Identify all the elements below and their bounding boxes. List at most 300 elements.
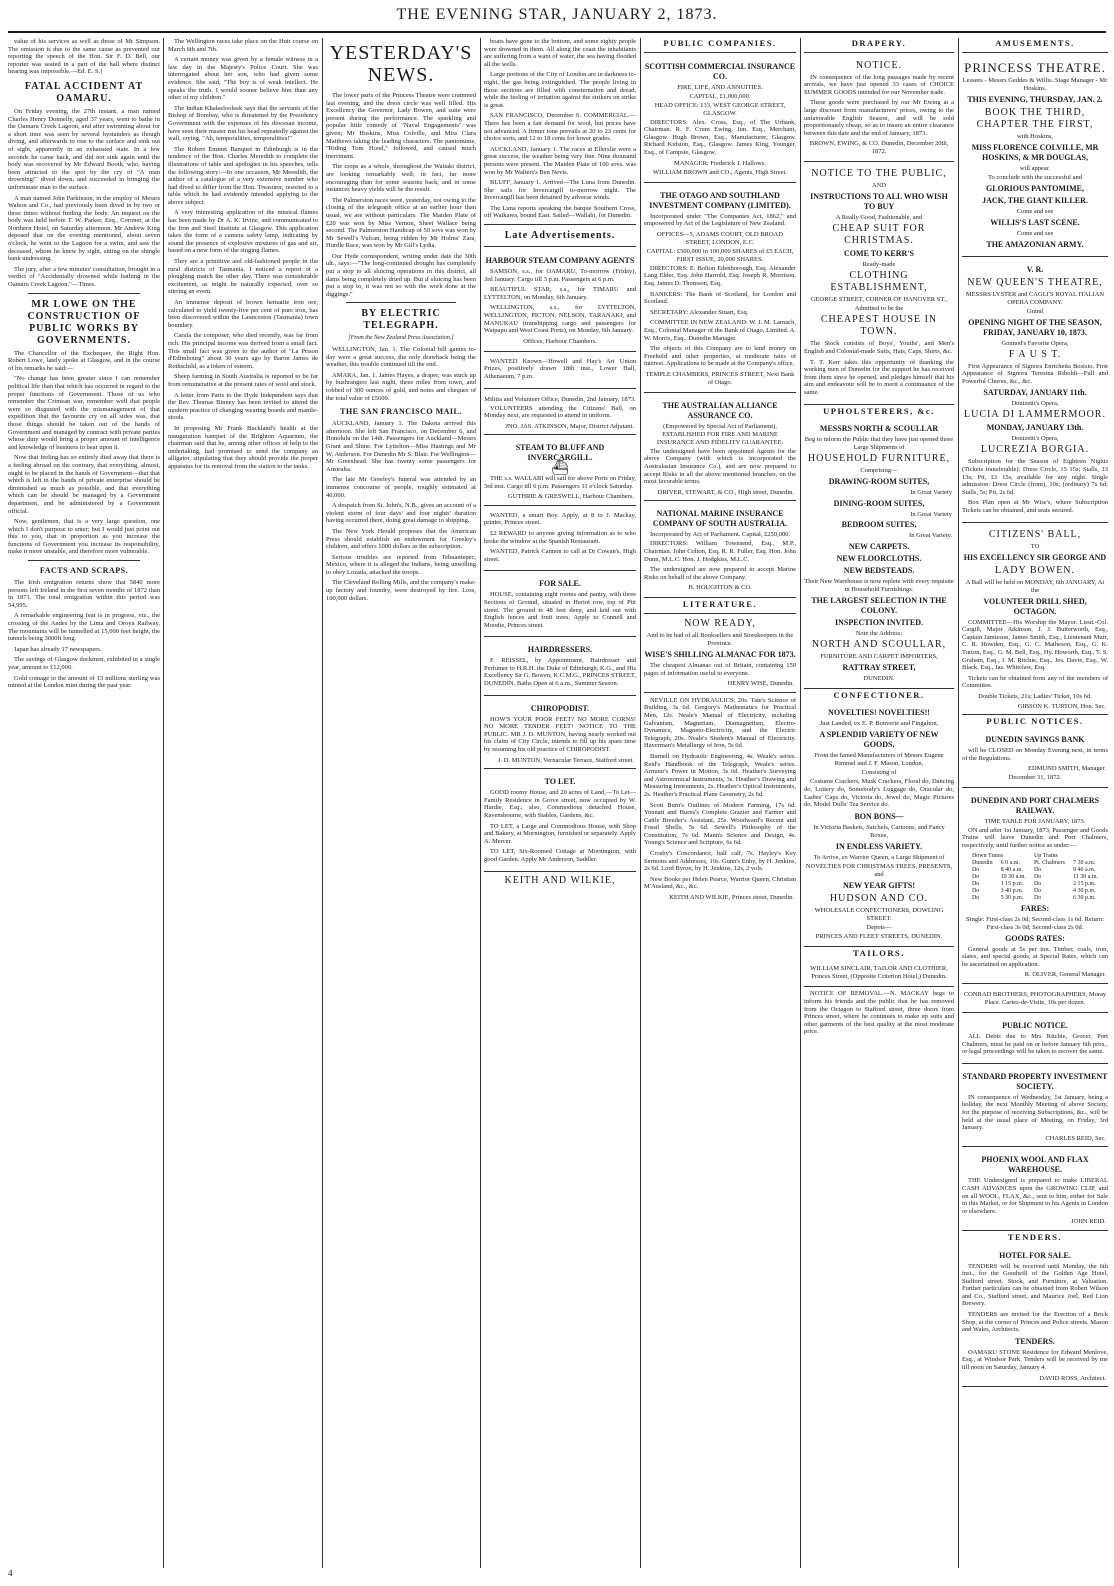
- article-paragraph: Now that feeling has so entirely died away that there is a feeling abroad on the contrary, that everything, almost, ought to be placed in the hands of Government—that that which is left in the hands of private enterprise should be diminished as much as possible, and that everything which can be should be managed by a Government department, and be administered by a Government official.: [8, 454, 160, 515]
- advert-public-notice: [962, 1016, 1108, 1064]
- article-paragraph: Serious troubles are reported from Tehuantepec, Mexico, where it is alleged the Indians, being unwilling to obey Lozada, attacked the troops.: [326, 553, 476, 576]
- article-paragraph: Now, gentlemen, that is a very large question, one which I don't purpose to enter; but I would just point out this to you, that in proportion as you increase the functions of Government you increase its responsibility, make it more unstable, and therefore more vulnerable.: [8, 518, 160, 556]
- advert-title: STEAM TO BLUFF AND INVERCARGILL.: [515, 443, 605, 463]
- article-paragraph: Gold coinage to the amount of 13 millions sterling was minted at the London mint during the past year.: [8, 674, 160, 690]
- headline-mr-lowe: MR LOWE ON THE CONSTRUCTION OF PUBLIC WORKS BY GOVERNMENTS.: [27, 298, 141, 346]
- advert-title: THE LARGEST SELECTION IN THE COLONY.: [811, 595, 947, 615]
- timetable-cell: 7 30 a.m.: [1072, 859, 1096, 866]
- advert-title: NEW FLOORCLOTHS.: [836, 553, 922, 563]
- advert-text: MANAGER: Frederick J. Hallows.: [674, 159, 766, 167]
- advert-title: DRAWING-ROOM SUITES,: [828, 477, 930, 487]
- article-paragraph: boats have gone to the bottom, and some eighty people were drowned in them. All along the coast the inhabitants are suffering from a want of water, the sea having flooded all the wells.: [484, 38, 636, 68]
- article-paragraph: Carafa the composer, who died recently, was far from rich. His principal income was derived from a small fact. This small fact was given to the author of "La Prison d'Edimbourg" about 30 years ago by Baron James de Rothschild, as a token of esteem.: [168, 332, 318, 370]
- column-7: [962, 38, 1108, 1568]
- advert-hotel-sale: [962, 1246, 1108, 1388]
- section-public-companies: PUBLIC COMPANIES.: [663, 38, 777, 48]
- advert-hudson: [804, 703, 954, 946]
- advert-text: To conclude with the successful and: [988, 173, 1082, 181]
- advert-text: The Stock consists of Boys', Youths', and Men's English and Colonial-made Suits, Hats, Caps, Shirts, &c.: [804, 340, 954, 355]
- advert-title: CLOTHING ESTABLISHMENT,: [830, 270, 928, 294]
- advert-text: And to be had of all Booksellers and Storekeepers in the Province.: [646, 632, 794, 647]
- article-paragraph: The lower parts of the Princess Theatre were crammed last evening, and the dress circle was well filled. His Excellency the Governor, Lady Bowen, and suite were present during the performance. The sparkling and popular little comedy of "Naval Engagements" was given; Mr Hoskins, Miss Colville, and Miss Clara Matthews taking the leading characters. The pantomime, "Riding Tom Hood," followed, and caused much merriment.: [326, 92, 476, 160]
- timetable-cell: Do: [1033, 866, 1042, 873]
- telegraph-source: [From the New Zealand Press Association.]: [348, 335, 454, 342]
- advert-text: ALL Debts due to Mrs Ritchie, Grocer, Port Chalmers, must be paid on or before January 6th prox., or legal proceedings will be taken to recover the same.: [962, 1033, 1108, 1056]
- advert-signature: CHARLES REID, Sec.: [1045, 1134, 1106, 1142]
- advert-text: HEAD OFFICE: 133, WEST GEORGE STREET, GLASGOW.: [654, 101, 786, 117]
- timetable-cell: Do: [971, 887, 980, 894]
- advert-text: TO LET, Six-Roomed Cottage at Mornington, with good Garden. Apply Mr Anderson, Saddler.: [484, 848, 636, 863]
- advert-text: Depots—: [866, 923, 892, 931]
- advert-text: NOVELTIES FOR CHRISTMAS TREES, PRESENTS, and: [805, 862, 953, 878]
- advert-title: NATIONAL MARINE INSURANCE COMPANY OF SOUTH AUSTRALIA.: [652, 509, 788, 529]
- advert-title: FOR SALE.: [539, 579, 581, 589]
- advert-title: TENDERS.: [1015, 1336, 1055, 1346]
- advert-text: December 31, 1872.: [1008, 773, 1062, 781]
- article-paragraph: The New York Herald proposes that the American Press should establish an endowment for Greeley's children, and offers 1000 dollars as the subscription.: [326, 527, 476, 551]
- advert-text: Donizetti's Opera,: [1011, 435, 1059, 443]
- advert-hairdressers: [484, 640, 636, 695]
- advert-signature: GIBSON K. TURTON, Hon. Sec.: [1017, 702, 1106, 710]
- book-list: Burnell on Hydraulic Engineering, 4s. Weale's series. Reid's Handbook of the Telegraph, Weale's series. Armour's Power in Motion, 3s 6d. Heather's Surveying and Astronomical Instruments, 3s. Heather's Drawing and Measuring Instruments, 2s. Heather's Optical Instruments, 2s. Heather's Practical Plane Geometry, 2s 6d.: [644, 752, 796, 798]
- book-list: Crosby's Concordance, half calf, 7s. Hayley's Key Sermons and Addresses, 10s. Gunn's Enhy, by H. Jenkins, 2s 6d. Lord Byron, by H. Jenkins, 12s, 2 vols.: [644, 850, 796, 873]
- advert-title: BEDROOM SUITES,: [841, 520, 917, 530]
- advert-title: PHOENIX WOOL AND FLAX WAREHOUSE.: [981, 1155, 1089, 1175]
- timetable-row: [968, 867, 1102, 874]
- advert-title: INSPECTION INVITED.: [834, 617, 924, 627]
- divider: [962, 52, 1108, 53]
- section-tailors: TAILORS.: [853, 947, 905, 958]
- timetable-cell: Dunedin: [971, 859, 993, 866]
- advert-title: INSTRUCTIONS TO ALL WHO WISH TO BUY: [810, 192, 948, 212]
- advert-title: LUCREZIA BORGIA.: [980, 444, 1090, 456]
- advert-text: BEAUTIFUL STAR, s.s., for TIMARU and LYTTELTON, on Monday, 6th January.: [484, 286, 636, 301]
- article-paragraph: A very interesting application of the musical flames has been made by Dr A. K. Irvine, and communicated to the Iron and Steel Institute at Glasgow. This application takes the form of a camera safety lamp, indicating by sound the presence of explosive mixtures of gas and air, based on a new form of the singing flames.: [168, 209, 318, 255]
- book-list: New Books per Helen Pearce, Warrior Queen, Christian M'Ausland, &c., &c.: [644, 875, 796, 891]
- advert-phoenix-wool: [962, 1150, 1108, 1231]
- advert-text: HOW'S YOUR POOR FEET? NO MORE CORNS! NO MORE TENDER FEET! NOTICE TO THE PUBLIC. MR J. D. MUNTON, having nearly worked out his claim of City Circle, intends to fill up his spare time by resuming his old practice of CHIROPODIST.: [484, 715, 636, 754]
- timetable-header: Up Trains: [1033, 852, 1058, 859]
- advert-title: CITIZENS' BALL,: [988, 528, 1082, 540]
- article-paragraph: AUCKLAND, January 1. The Dakota arrived this afternoon. She left San Francisco, on December 6, and Honolulu on the 14th. Passengers for Auckland—Messrs Grant and Shine. For Lyttelton—Miss Hastings and Mr W. Anderson. For Dunedin Mr S. Blair. For Wellington—Mr Greenhead. She has twenty some passengers for Australia.: [326, 420, 476, 473]
- advert-text: To Arrive, ex Warrior Queen, a Large Shipment of: [813, 853, 945, 861]
- advert-text: Grand: [1026, 307, 1044, 315]
- timetable-cell: Pt. Chalmers: [1033, 859, 1065, 866]
- advert-text: IN consequence of Wednesday, 1st January, being a holiday, the next Monthly Meeting of above Society, for the purpose of receiving Subscriptions, &c., will be held at the usual place of Meeting, on Friday, 3rd January.: [962, 1093, 1108, 1132]
- advert-text: with Hoskins,: [1016, 132, 1054, 140]
- advert-text: IN consequence of the long passages made by recent arrivals, we have just opened 33 cases of CHOICE SUMMER GOODS intended for our November trade.: [804, 73, 954, 96]
- advert-title: OPENING NIGHT OF THE SEASON, FRIDAY, JANUARY 10, 1873.: [968, 317, 1102, 337]
- advert-title: CHEAP SUIT FOR CHRISTMAS.: [832, 223, 926, 247]
- advert-text: SECRETARY: Alexander Stuart, Esq.: [650, 308, 749, 316]
- advert-keith-wilkie: KEITH AND WILKIE,: [504, 874, 616, 886]
- advert-removal: NOTICE OF REMOVAL.—N. MACKAY begs to inform his friends and the public that he has removed from the Octagon to Stafford street, three doors from Princes street, where he continues to make up suits and other garments of the best quality at the most moderate price.: [804, 990, 954, 1036]
- advert-text: CONRAD BROTHERS, PHOTOGRAPHERS, Moray Place. Cartes-de-Visite, 10s per dozen.: [963, 991, 1107, 1006]
- column-4: [484, 38, 636, 1568]
- advert-title: IN ENDLESS VARIETY.: [835, 841, 923, 851]
- advert-title: HARBOUR STEAM COMPANY AGENTS: [485, 256, 635, 266]
- advert-text: DUNEDIN.: [863, 674, 895, 682]
- advert-title: DINING-ROOM SUITES,: [833, 498, 925, 508]
- advert-text: HOUSE, containing eight rooms and pantry, with three Sections of Ground, situated in Heriot row, top of Pitt street. The ground is 48 feet deep, and laid out with English fences and fruit trees. Apply to Connell and Moodie, Princes street.: [484, 591, 636, 629]
- advert-signature: J. D. MUNTON, Vernacular Terrace, Stafford street.: [497, 756, 634, 764]
- article-paragraph: The Irish emigration returns show that 5840 more persons left Ireland in the first seven months of 1872 than in 1871. The total emigration within this period was 54,995.: [8, 579, 160, 609]
- advert-title: HIS EXCELLENCY SIR GEORGE AND: [963, 552, 1107, 562]
- advert-harbour-steam: [484, 251, 636, 352]
- advert-text: TIME TABLE FOR JANUARY, 1873.: [984, 817, 1086, 825]
- advert-text: COMMITTEE—His Worship the Mayor. Lieut.-Col. Cargill, Major Atkinson, J. J. Butterworth, Esq., Captain Jamieson, James Smith, Esq., Lieutenant Muir, C. R. Howden, Esq., G. C. Matheson, Esq., G. K. Turton, Esq., G. M. Bell, Esq., Hy. Howorth, Esq., T. S. Graham, Esq., J. M. Ritchie, Esq., Jos. Davie, Esq., W. Black, Esq., Jas. Whitelaw, Esq.: [962, 618, 1108, 672]
- advert-text: GOOD roomy House, and 20 acres of Land,—To Let—Family Residence in Grove street, now occupied by W. Hardie, Esq.; also, Commodious detached House, Ravensbourne, with Stables, Gardens, &c.: [484, 789, 636, 819]
- advert-savings-bank: [962, 730, 1108, 788]
- advert-title: TO LET.: [544, 777, 576, 787]
- timetable-row: [968, 874, 1102, 881]
- advert-text: Box Plan open at Mr Wise's, where Subscription Tickets can be obtained, and seats secured.: [962, 499, 1108, 514]
- advert-title: GOODS RATES:: [1005, 933, 1065, 943]
- article-paragraph: AMARA, Jan. 1. James Hayes, a draper, was stuck up by bushrangers last night, three miles from town, and robbed of 300 ounces of gold, and notes and cheques of the total value of £5600.: [326, 371, 476, 402]
- advert-title: NORTH AND SCOULLAR,: [811, 638, 947, 650]
- advert-text: The undersigned have been appointed Agents for the above Company (with which is incorporated the Australasian Insurance Co.), and are now prepared to accept Risks in all the above mentioned branches, on the most favorable terms.: [644, 447, 796, 486]
- timetable-cell: Do: [1033, 880, 1042, 887]
- advert-title: THE AUSTRALIAN ALLIANCE ASSURANCE CO.: [662, 400, 778, 420]
- timetable-cell: 6 30 p.m.: [1072, 894, 1096, 901]
- advert-title: HAIRDRESSERS.: [527, 645, 593, 655]
- advert-title: SCOTTISH COMMERCIAL INSURANCE CO.: [644, 61, 796, 81]
- advert-for-sale: [484, 574, 636, 637]
- advert-text: VOLUNTEERS attending the Citizens' Ball, on Monday next, are requested to attend in uniform.: [484, 404, 636, 420]
- timetable-cell: Do: [971, 866, 980, 873]
- advert-scottish-insurance: [644, 57, 796, 183]
- advert-text: DIRECTORS: Alex. Cross, Esq., of The Urbank, Chairman. R. F. Crum Ewing, Jun. Esq., Merchant, Glasgow. Hugh Brown, Esq., Manufacturer, Glasgow. Richard Kidston, Esq., Glasgow. James King, Younger, Esq., of Campsie, Glasgow.: [644, 118, 796, 156]
- divider: [346, 302, 456, 303]
- timetable-table: [968, 853, 1102, 902]
- column-5: [644, 38, 796, 1568]
- column-6: [804, 38, 954, 1568]
- advert-chiropodist: [484, 699, 636, 770]
- advert-text: CAPITAL, £1,000,000.: [689, 92, 751, 100]
- timetable-cell: 5 30 p.m.: [1000, 894, 1024, 901]
- advert-signature: DRIVER, STEWART, & CO., High street, Dunedin.: [657, 488, 794, 496]
- advert-text: (Empowered by Special Act of Parliament), ESTABLISHED FOR FIRE AND MARINE INSURANCE AND FIDELITY GUARANTEE.: [656, 422, 784, 446]
- timetable-cell: 10 30 a.m.: [1000, 873, 1026, 880]
- advert-title: NOTICE TO THE PUBLIC,: [811, 168, 947, 180]
- advert-title: CHIROPODIST.: [530, 703, 590, 713]
- advert-text: COMMITTEE IN NEW ZEALAND: W. J. M. Larnach, Esq., Colonial Manager of the Bank of Otago, Limited. A. W. Morris, Esq., Dunedin Manager.: [644, 319, 796, 342]
- advert-title: WISE'S SHILLING ALMANAC FOR 1873.: [644, 650, 796, 659]
- advert-text: Come and see: [1016, 207, 1054, 215]
- newspaper-masthead: THE EVENING STAR, JANUARY 2, 1873.: [396, 6, 718, 23]
- advert-text: TEMPLE CHAMBERS, PRINCES STREET, Next Bank of Otago.: [645, 370, 795, 386]
- advert-text: OFFICES—5, ADAMS COURT, OLD BROAD STREET, LONDON, E.C.: [657, 230, 783, 246]
- article-paragraph: The Robert Emmet Banquet in Edinburgh is in the tendency of the Hon. Charles Meredith to complete the illustrations of table and apologies in his speeches, tells the following story:—In one occasion, Mr Meredith, the author of a catalogue of a very extensive number who had dived to differ from the Hon. Treasurer, resorted to a table which he had evidently intended applying to the above subject.: [168, 145, 318, 206]
- advert-text: DIRECTORS: E. Bolton Edenborough, Esq. Alexander Lang Elder, Esq. John Harrold, Esq. Joseph R. Morrison, Esq. James D. Thomson, Esq.: [644, 264, 796, 287]
- advert-text: Subscription for the Season of Eighteen Nights (Tickets transferable): Dress Circle, 15 15s; Stalls, 13 13s; Pit, £1 15s, available for any night. Single admission: Dress Circle (front), 10s; (ordinary) 7s 6d; Stalls, 5s; Pit, 2s 6d.: [962, 458, 1108, 496]
- advert-text: Donizetti's Opera,: [1011, 400, 1059, 408]
- advert-text: WANTED, a smart Boy. Apply, at 8 to J. Mackay, printer, Princes street.: [484, 511, 636, 527]
- advert-text: Tickets can be obtained from any of the members of Committee.: [962, 674, 1108, 690]
- advert-text: WILLIAM BROWN and CO., Agents, High Street.: [653, 168, 787, 176]
- advert-title: MISS FLORENCE COLVILLE, MR HOSKINS, & MR DOUGLAS,: [971, 142, 1099, 162]
- advert-text: A Really Good, Fashionable, and: [835, 214, 923, 222]
- advert-text: Consisting of: [861, 769, 897, 777]
- article-paragraph: A letter from Paris to the Hyde Independent says that the Rev. Thomas Binney has been invited to attend the modern practice of changing wearing boards and mantle-stools.: [168, 391, 318, 422]
- steamship-icon: ⛴: [551, 461, 569, 477]
- advert-text: In Great Variety: [910, 489, 952, 497]
- advert-text: will be CLOSED on Monday Evening next, in terms of the Regulations.: [962, 747, 1108, 762]
- article-paragraph: A man named John Parkinson, in the employ of Messrs Walton and Co., had previously been dived in by two or three times without finding the body. An inquest on the body was held before T. W. Parker, Esq., Coroner, at the Northern Hotel, on Saturday afternoon. Mr Andrew King deposed that on the evening mentioned, about seven o'clock, he went to the Lagoon for a swim, and saw the deceased, whom he knew by sight, sitting on the shingle bank undressing.: [8, 194, 160, 263]
- advert-text: Just Landed, ex E. P. Bouverie and Fingalton,: [819, 720, 939, 728]
- timetable-cell: Do: [1033, 894, 1042, 901]
- advert-title: F A U S T.: [1008, 348, 1062, 360]
- advert-text: The objects of this Company are to lend money on Freehold and other properties, at moderate rates of interest. Applications to be made at the Company's office,: [644, 345, 796, 368]
- advert-title: BON BONS—: [854, 811, 904, 821]
- advert-title: HOTEL FOR SALE.: [999, 1250, 1071, 1260]
- advert-princess-theatre: [962, 57, 1108, 257]
- article-paragraph: The Chancellor of the Exchequer, the Right Hon. Robert Lowe, lately spoke at Glasgow, and in the course of his remarks he said:—: [8, 349, 160, 372]
- section-drapery: DRAPERY.: [851, 38, 907, 48]
- article-paragraph: WELLINGTON, Jan. 1. The Colonial bill games to-day were a great success, the only drawback being the weather, this trouble continued till the end.: [326, 346, 476, 369]
- advert-text: Costume Crackers, Musk Crackers, Floral do, Dancing do, Lottery do, Somebody's Luggage do, Oracular do, Ladies' Caps do, Victoria do, Jewel do, Magic Pictures do, Model Dolls' Tea Service do.: [804, 778, 954, 809]
- article-paragraph: The jury, after a few minutes' consultation, brought in a verdict of "Accidentally drowned while bathing in the Oamaru Creek Lagoon."—Times.: [8, 265, 160, 289]
- advert-title: DUNEDIN AND PORT CHALMERS RAILWAY.: [970, 795, 1100, 815]
- divider: [28, 560, 140, 561]
- advert-brown-ewing: [804, 57, 954, 163]
- advert-text: TO LET, a Large and Commodious House, with Shop and Bakery, at Mornington, furnished or separately. Apply A. Mercer.: [484, 822, 636, 845]
- advert-text: First Appearance of Signora Enrichetta Bosisio. First Appearance of Signora Teresina Riboldi—Full and Powerful Chorus, &c., &c.: [962, 362, 1108, 385]
- divider: [644, 613, 796, 614]
- advert-title: VOLUNTEER DRILL SHED, OCTAGON.: [983, 596, 1087, 616]
- advert-title: NOTICE.: [855, 59, 903, 71]
- timetable-cell: 6 0 a.m.: [1000, 859, 1020, 866]
- headline-late-advertisements: Late Advertisements.: [504, 230, 616, 242]
- advert-title: NEW CARPETS.: [848, 541, 910, 551]
- advert-title: A SPLENDID VARIETY OF NEW GOODS,: [819, 730, 939, 750]
- article-paragraph: In proposing Mr Frank Buckland's health at the inauguration banquet of the Brighton Aquarium, the chairman said that he, among other offices of help to the undertaking, had promised to send the company an alligator, stipulating that they should provide the proper apparatus for its removal from the station to the tanks.: [168, 424, 318, 470]
- advert-sinclair: [804, 961, 954, 987]
- timetable-cell: Do: [971, 894, 980, 901]
- advert-australian-alliance: [644, 396, 796, 502]
- divider: [644, 692, 796, 693]
- advert-title: GLORIOUS PANTOMIME,: [986, 183, 1084, 193]
- advert-text: ON and after 1st January, 1873, Passenger and Goods Trains will leave Dunedin and Port Chalmers, respectively, until further notice as under:—: [962, 826, 1108, 850]
- advert-text: In Victoria Baskets, Satchels, Cartoons, and Fancy Boxes,: [813, 823, 945, 839]
- advert-title: MONDAY, JANUARY 13th.: [986, 423, 1084, 433]
- advert-text: A Ball will be held on MONDAY, 6th JANUARY, At the: [965, 578, 1105, 594]
- timetable-cell: 4 30 p.m.: [1072, 887, 1096, 894]
- advert-text: PRINCES AND FLEET STREETS, DUNEDIN.: [815, 932, 943, 940]
- advert-signature: H. HOUGHTON & CO.: [688, 584, 752, 592]
- advert-text: Single: First-class 2s 0d; Second-class 1s 6d. Return: First-class 3s 0d; Second-class 2s 0d.: [966, 915, 1104, 931]
- timetable-cell: 9 40 a.m.: [1072, 866, 1096, 873]
- advert-text: Beg to inform the Public that they have just opened three Large Shipments of: [804, 436, 954, 452]
- advert-wanted-known: [484, 355, 636, 389]
- timetable-cell: Do: [971, 880, 980, 887]
- advert-conrad: [962, 987, 1108, 1013]
- article-paragraph: An immense deposit of brown hematite iron ore, calculated to yield twenty-five per cent of pure iron, has been discovered within the Launceston (Tasmania) town boundary.: [168, 299, 318, 329]
- advert-text: BANKERS: The Bank of Scotland, for London and Scotland.: [644, 290, 796, 306]
- timetable-cell: 3 40 p.m.: [1000, 887, 1024, 894]
- column-3: [326, 38, 476, 1568]
- timetable-row: [968, 888, 1102, 895]
- advert-kerrs-clothing: [804, 165, 954, 404]
- advert-text: Gounod's Favorite Opera,: [1001, 339, 1069, 347]
- advert-title: NEW BEDSTEADS.: [843, 565, 915, 575]
- timetable-cell: Do: [1033, 873, 1042, 880]
- advert-title: HOUSEHOLD FURNITURE,: [807, 453, 951, 465]
- royal-cipher: V. R.: [1026, 264, 1044, 274]
- article-paragraph: The savings of Glasgow dockmen, exhibited in a single year, amount to £12,000.: [8, 656, 160, 671]
- advert-signature: HENRY WISE, Dunedin.: [727, 680, 794, 688]
- article-paragraph: BLUFF, January 1. Arrived—The Luna from Dunedin. She sails for Invercargill to-morrow night. The Invercargill has been detained by adverse winds.: [484, 179, 636, 202]
- advert-text: Comprising—: [860, 467, 898, 475]
- timetable-row: [968, 895, 1102, 902]
- headline-electric-telegraph: BY ELECTRIC TELEGRAPH.: [361, 308, 441, 332]
- advert-title: THE OTAGO AND SOUTHLAND INVESTMENT COMPANY (LIMITED).: [649, 190, 791, 210]
- advert-text: CAPITAL: £500,000 in 100,000 SHARES of £5 EACH, FIRST ISSUE, 20,000 SHARES.: [646, 247, 794, 263]
- advert-title: BOOK THE THIRD, CHAPTER THE FIRST,: [976, 106, 1094, 130]
- advert-title: PUBLIC NOTICE.: [1002, 1021, 1068, 1030]
- advert-signature: BROWN, EWING, & CO. Dunedin, December 20th, 1872.: [809, 140, 949, 156]
- article-paragraph: The Cleveland Rolling Mills, and the company's make-up factory and foundry, were destroyed by fire. Loss, 100,000 dollars.: [326, 579, 476, 602]
- divider: [28, 293, 140, 294]
- advert-queens-theatre: [962, 260, 1108, 523]
- advert-title: HUDSON AND CO.: [829, 892, 929, 904]
- section-confectioner: CONFECTIONER.: [833, 689, 925, 700]
- section-literature: LITERATURE.: [682, 599, 758, 610]
- advert-text: SAMSON, s.s., for OAMARU, To-morrow (Friday), 3rd January. Cargo till 3 p.m. Passengers at 6 p.m.: [484, 268, 636, 283]
- advert-standard-property: [962, 1067, 1108, 1148]
- advert-title: LADY BOWEN.: [994, 564, 1076, 576]
- article-paragraph: Large portions of the City of London are in darkness to-night, the gas being extinguished. The people living in those sections are filled with consternation and dread, while the feeling of irritation against the strikers on strike is great.: [484, 71, 636, 109]
- timetable-cell: 2 15 p.m.: [1072, 880, 1096, 887]
- advert-text: Incorporated by Act of Parliament. Capital, £250,000.: [649, 531, 791, 539]
- advert-text: Double Tickets, 21s; Ladies' Ticket, 10s 6d.: [978, 692, 1092, 700]
- advert-text: Their New Warehouse is now replete with every requisite in Household Furnishings.: [804, 577, 954, 593]
- article-paragraph: The crops as a whole, throughout the Waitaki district, are looking remarkably well; in fact, far more encouraging than for some seasons back, and in some instances heavy yields will be the result.: [326, 163, 476, 194]
- advert-title: RATTRAY STREET,: [842, 662, 916, 672]
- column-divider: [322, 38, 323, 1568]
- advert-text: In Great Variety: [910, 510, 952, 518]
- section-upholsterers: UPHOLSTERERS, &c.: [823, 405, 935, 416]
- column-divider: [958, 38, 959, 1568]
- timetable-cell: Do: [1033, 887, 1042, 894]
- column-divider: [163, 38, 164, 1568]
- advert-text: In Great Variety.: [909, 532, 952, 540]
- section-amusements: AMUSEMENTS.: [995, 38, 1075, 48]
- advert-title: WILLIS'S LAST SCENE.: [990, 217, 1080, 227]
- advert-signature: KEITH AND WILKIE, Princes street, Dunedin.: [669, 894, 794, 902]
- advert-text: Offices, Harbour Chambers.: [523, 337, 597, 345]
- advert-title: JACK, THE GIANT KILLER.: [982, 195, 1088, 205]
- advert-title: COME TO KERR'S: [844, 249, 914, 259]
- timetable-header-row: [968, 853, 1102, 860]
- article-paragraph: The Wellington races take place on the Hutt course on March 6th and 7th.: [168, 38, 318, 53]
- advert-text: TENDERS will be received until Monday, the 6th inst., for the Goodwill of the Golden Age Hotel, Stafford street. Stock, and Furniture, at Valuation. Further particulars can be obtained from Robert Wilson and Co., Stafford street, and Maurice Joel, Red Lion Brewery.: [962, 1262, 1108, 1308]
- section-public-notices: PUBLIC NOTICES.: [986, 716, 1084, 727]
- divider: [804, 52, 954, 53]
- article-paragraph: value of his services as well as those of Mr Simpson. The omission is due to the same cause as prevented our reporting the speech of the Hon. Sir F. D. Bell, our reporter was seated in a part of the hall where distinct hearing was impossible.—Ed. E. S.]: [8, 38, 160, 76]
- advert-text: WANTED, Patrick Cannon to call at Dr Cowan's, High street.: [484, 548, 636, 563]
- advert-text: OAMARU STONE Residence for Edward Menlove, Esq., at Windsor Park. Tenders will be received by me till noon on Saturday, January 4.: [962, 1348, 1108, 1372]
- timetable-row: [968, 860, 1102, 867]
- advert-title: CHEAPEST HOUSE IN TOWN.: [820, 314, 938, 338]
- advert-title: THE AMAZONIAN ARMY.: [986, 239, 1084, 249]
- article-paragraph: The Indian Khaleelooleek says that the servants of the Bishop of Bombay, who is threatened by the Presidency Government with the expenses of his diocesan income, have seen their master run his head repeatedly against the wall, crying, "Ah, temporalities, temporalities!": [168, 104, 318, 143]
- advert-to-let: [484, 772, 636, 871]
- article-paragraph: "No change has been greater since I can remember political life than that which has occurred in regard to the proper functions of Government. Those of us who remember the Crimean war, remember well that people were so disgusted with the mismanagement of that expedition that the favourite cry on all sides was, that those things should be taken out of the hands of Government and managed by contract with private parties whose duty would bring a proper amount of intelligence and knowledge of business to bear upon it.: [8, 375, 160, 451]
- article-paragraph: AUCKLAND, January 1. The races at Ellerslie were a great success, the weather being very fine. Nine thousand persons were present. The Maiden Plate of 100 sovs. was won by Mr Walters's Ben Nevis.: [484, 145, 636, 176]
- headline-san-francisco-mail: THE SAN FRANCISCO MAIL.: [340, 407, 462, 417]
- advert-title: THIS EVENING, THURSDAY, JAN. 2.: [967, 94, 1103, 104]
- advert-text: Ready-made: [862, 261, 896, 269]
- column-divider: [800, 38, 801, 1568]
- article-paragraph: A certain money was given by a female witness in a law day in the Majesty's Police Court. She was interrogated about her son, who had given some evidence. She said, "The boy is of weak intellect. He speaks the truth. I would sooner believe him than any other of my children.": [168, 56, 318, 102]
- advert-text: THE s.s. WALLABI will sail for above Ports on Friday, 3rd inst. Cargo till 6 p.m. Passengers 11 o'clock Saturday.: [484, 474, 636, 490]
- column-2: [168, 38, 318, 1568]
- advert-railway: [962, 791, 1108, 984]
- article-paragraph: The Palmerston races were, yesterday, not owing to the closing of the telegraph office at an earlier hour than usual, we are without particulars. The Maiden Plate of £20 was won by Miss Vernon, Sheet Wallace being second. The Palmerston Handicap of 50 sovs was won by Mr Sewell's Vulcan, being ridden by Mr Holms' Zara, Hurdle Race, was won by Mr Gill's Lydia.: [326, 196, 476, 250]
- advert-text: FURNITURE AND CARPET IMPORTERS,: [820, 652, 938, 660]
- divider: [484, 224, 636, 225]
- advert-text: T. T. Kerr takes this opportunity of thanking the working men of Dunedin for the support he has received from them since he opened, and pledges himself that his aim and endeavour will be to merit a continuance of the same.: [804, 358, 954, 396]
- headline-facts-and-scraps: FACTS AND SCRAPS.: [39, 566, 129, 576]
- timetable-cell: Do: [971, 873, 980, 880]
- advert-text: The undersigned are now prepared to accept Marine Risks on behalf of the above Company.: [644, 566, 796, 581]
- advert-steam-bluff: [484, 438, 636, 505]
- advert-text: Note the Address:: [855, 629, 903, 637]
- advert-text: GEORGE STREET, CORNER OF HANOVER ST.,: [810, 296, 948, 304]
- advert-signature: R. OLIVER, General Manager.: [1024, 971, 1106, 979]
- advert-signature: JNO. JAS. ATKINSON, Major, District Adjutant.: [505, 422, 634, 430]
- advert-text: WELLINGTON, s.s., for LYTTELTON, WELLINGTON, PICTON, NELSON, TARANAKI, and MANUKAU (transhipping cargo and passengers for Waipapu and West Coast Ports), on Monday, 6th January.: [484, 304, 636, 335]
- headline-yesterdays-news: YESTERDAY'S NEWS.: [329, 42, 473, 86]
- advert-text: Admitted to be the: [854, 305, 904, 313]
- column-divider: [480, 38, 481, 1568]
- advert-text: FIRE, LIFE, AND ANNUITIES.: [677, 83, 763, 91]
- advert-now-ready: NOW READY,: [684, 618, 756, 629]
- article-paragraph: A remarkable engineering feat is in progress, viz., the crossing of the Andes by the Lima and Oroya Railway. The mountains will be tunnelled at 15,000 feet height, the tunnels being 3000ft long.: [8, 612, 160, 643]
- divider: [644, 52, 796, 53]
- book-list: NEVILLE ON HYDRAULICS, 20s. Tate's Science of Building, 3s 6d. Gregory's Mathematics for Practical Men, 12s. Neale's Manual of Electricity, including Galvanism, Magnetism, Diamagnetism, Electro-Dynamics, Magneto-Electricity, and the Electric Telegraph, 20s. Neale's Student's Manual of Electricity. Haverman's Metallurgy of Iron, 5s 6d.: [644, 696, 796, 750]
- advert-title: SATURDAY, JANUARY 11th.: [983, 388, 1087, 398]
- advert-text: will appear.: [1019, 164, 1051, 172]
- advert-title: FARES:: [1020, 903, 1050, 913]
- advert-text: TO: [1030, 542, 1040, 550]
- advert-title: PRINCESS THEATRE.: [964, 59, 1106, 75]
- book-list: Scott Burn's Outlines of Modern Farming, 17s 6d. Younatt and Burns's Complete Grazier and Farmer and Cattle Breeder's Assistant, 25s. Woodward's Recent and Fossil Shells, 5s 6d. Sewell's Philosophy of the Constitution, 7s 6d. Mann's Science and Design, 4s. Young's Science and Scripture, 6s 6d.: [644, 801, 796, 847]
- advert-wanted: [484, 509, 636, 572]
- masthead-rule: [8, 31, 1106, 33]
- timetable-cell: 8 40 a.m.: [1000, 866, 1023, 873]
- advert-text: THE Undersigned is prepared to make LIBERAL CASH ADVANCES upon the GROWING CLIP, and on all WOOL, FLAX, &c., sent to him, either for Sale in this Market, or for Shipment to his Agents in London or elsewhere.: [962, 1177, 1108, 1215]
- advert-title: LUCIA DI LAMMERMOOR.: [964, 409, 1106, 421]
- headline-fatal-accident: FATAL ACCIDENT AT OAMARU.: [24, 80, 144, 104]
- advert-text: From the famed Manufacturers of Messrs Eugene Rimmel and J. F. Mason, London,: [814, 752, 944, 768]
- advert-otago-investment: [644, 186, 796, 393]
- advert-text: DIRECTORS: William Townsend, Esq., M.P., Chairman. John Colton, Esq. R. R. Fuller, Esq. Hon. John Dunn, M.L.C. Hon. J. Hodgkiss, M.L.C.: [644, 540, 796, 563]
- timetable-header: Down Trains: [971, 852, 1004, 859]
- article-paragraph: On Friday evening, the 27th instant, a man named Charles Henry Donnelly, aged 37 years, went to bathe in the Oamaru Creek Lagoon, and after swimming about for a short time was seen by several bystanders as though diving, and afterwards to rise to the surface and sink out of sight, apparently in an exhausted state. In a few seconds he came back, and did not sink again until the body was recovered by Mr Edward Booth, who, having been attracted to the spot by the cry of "A man drowning!" dived down, and succeeded in bringing the unfortunate man to the surface.: [8, 107, 160, 191]
- advert-text: WILLIAM SINCLAIR, TAILOR AND CLOTHIER, Princes Street, (Opposite Criterion Hotel,) Dunedin.: [810, 965, 948, 981]
- advert-title: MESSRS NORTH & SCOULLAR: [819, 424, 939, 434]
- timetable-cell: 11 30 a.m.: [1072, 873, 1099, 880]
- advert-text: £2 REWARD to anyone giving information as to who broke the window at the Spanish Restaurant.: [484, 529, 636, 545]
- advert-text: The cheapest Almanac out of Britain, containing 150 pages of information useful to everyone.: [644, 662, 796, 677]
- advert-text: MESSRS LYSTER and CAGLI'S ROYAL ITALIAN OPERA COMPANY.: [965, 290, 1105, 306]
- article-paragraph: The late Mr Greeley's funeral was attended by an immense concourse of people, roughly estimated at 40,000.: [326, 476, 476, 499]
- advert-text: These goods were purchased by our Mr Ewing at a large discount from manufacturers' prices, owing to the unfavorable English Season, and will be sold proportionately cheap, so as to insure an entire clearance between this date and the end of January, 1873.: [804, 99, 954, 137]
- advert-title: NEW YEAR GIFTS!: [842, 880, 915, 890]
- article-paragraph: Sheep farming in South Australia is reported to be far from remunerative at the present rates of wool and stock.: [168, 373, 318, 388]
